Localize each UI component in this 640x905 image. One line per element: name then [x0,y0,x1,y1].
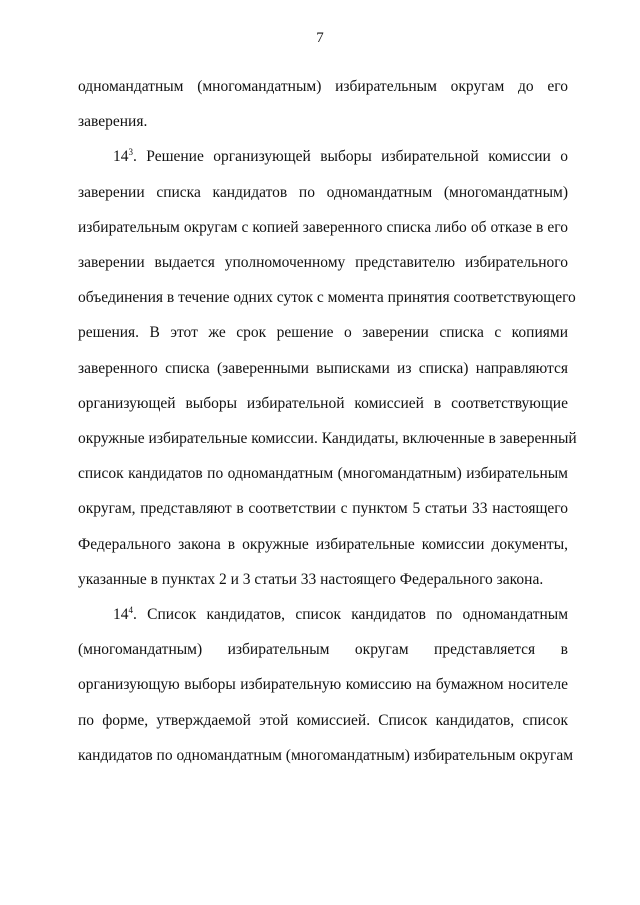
clause-superscript: 3 [128,146,133,157]
text-line: по форме, утверждаемой этой комиссией. Список кандидатов, список [78,712,568,729]
text-line: кандидатов по одномандатным (многомандатным) избирательным округам [78,747,574,764]
text-line: организующей выборы избирательной комиссией в соответствующие [78,395,568,412]
clause-superscript: 4 [128,604,133,615]
clause-heading-line [113,605,568,625]
text-line: . Решение организующей выборы избирательной комиссии о [133,148,568,165]
clause-heading-line [113,147,568,167]
text-line: организующую выборы избирательную комиссию на бумажном носителе [78,676,568,693]
clause-number: 14 [113,606,129,623]
text-line: заверении списка кандидатов по одномандатным (многомандатным) [78,184,568,201]
text-line: избирательным округам с копией заверенного списка либо об отказе в его [78,219,568,236]
text-line: (многомандатным) избирательным округам представляется в [78,641,568,658]
text-line: округам, представляют в соответствии с пунктом 5 статьи 33 настоящего [78,500,568,517]
clause-number: 14 [113,148,129,165]
text-line: список кандидатов по одномандатным (многомандатным) избирательным [78,465,568,482]
page-number: 7 [316,30,324,46]
text-line: заверении выдается уполномоченному представителю избирательного [78,254,568,271]
text-line: указанные в пунктах 2 и 3 статьи 33 настоящего Федерального закона. [78,571,544,588]
text-line: объединения в течение одних суток с момента принятия соответствующего [78,289,576,306]
text-line: Федерального закона в окружные избирательные комиссии документы, [78,536,568,553]
text-line: одномандатным (многомандатным) избирательным округам до его [78,78,568,95]
text-line: заверения. [78,113,148,130]
text-line: решения. В этот же срок решение о заверении списка с копиями [78,324,568,341]
text-line: заверенного списка (заверенными выписками из списка) направляются [78,360,568,377]
text-line: . Список кандидатов, список кандидатов по одномандатным [133,606,568,623]
text-line: окружные избирательные комиссии. Кандидаты, включенные в заверенный [78,430,577,447]
